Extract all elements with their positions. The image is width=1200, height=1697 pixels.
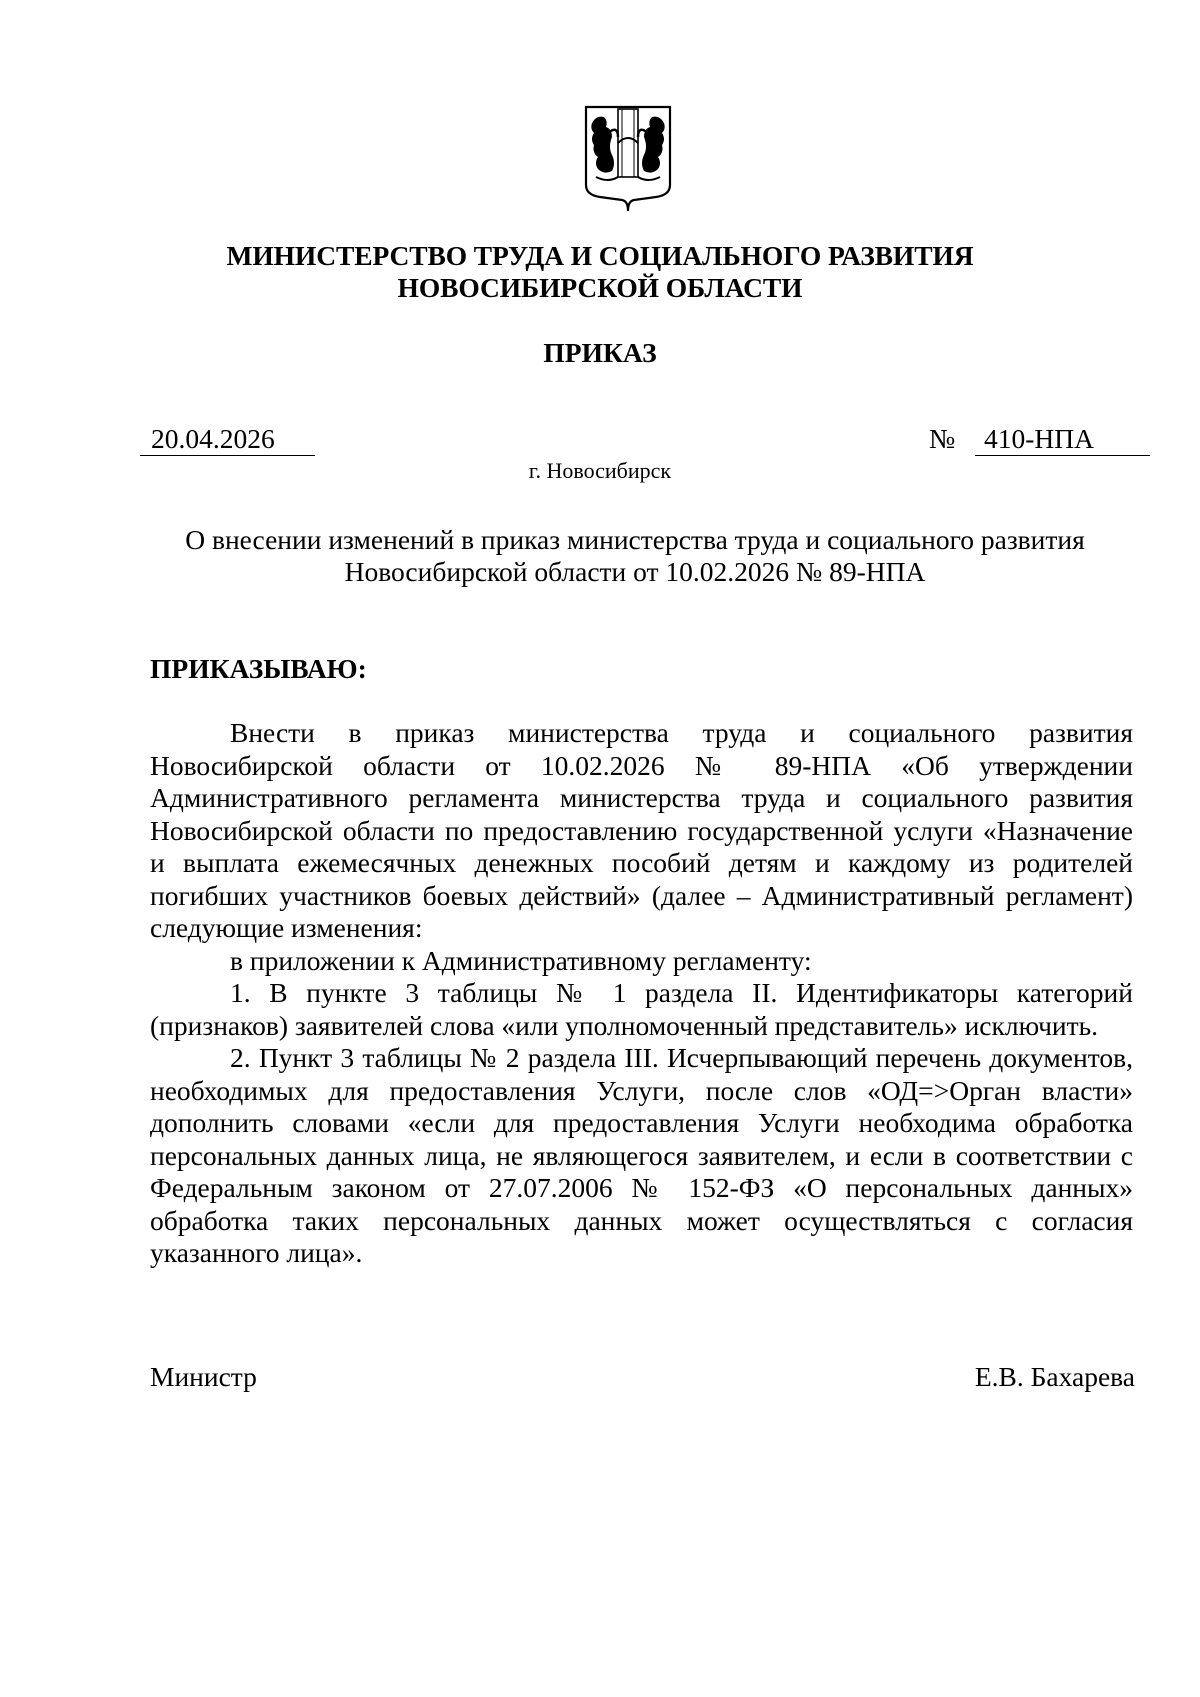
coat-of-arms-icon [578, 103, 678, 215]
body-paragraph-2: в приложении к Административному регламенту: [230, 944, 812, 976]
city: г. Новосибирск [528, 458, 672, 483]
subject-line-2: Новосибирской области от 10.02.2026 № 89-НПА [344, 556, 926, 587]
ministry-name-line-1: МИНИСТЕРСТВО ТРУДА И СОЦИАЛЬНОГО РАЗВИТИЯ [226, 240, 974, 271]
signatory-title: Министр [150, 1361, 257, 1392]
order-date: 20.04.2026 [140, 423, 315, 456]
ministry-name-line-2: НОВОСИБИРСКОЙ ОБЛАСТИ [397, 272, 803, 303]
order-word: ПРИКАЗЫВАЮ: [150, 653, 367, 684]
body-paragraph-1: Внести в приказ министерства труда и социального развития Новосибирской области от 10.02.2026 № 89-НПА «Об утверждении Административного регламента министерства труда и социального развития Новосибирской области по предоставлению государственной услуги «Назначение и выплата ежемесячных денежных пособий детям и каждому из родителей погибших участников боевых действий» (далее – Административный регламент) следующие изменения: [150, 717, 1133, 943]
body-paragraph-3: 1. В пункте 3 таблицы № 1 раздела II. Идентификаторы категорий (признаков) заявителей слова «или уполномоченный представитель» исключить. [150, 977, 1133, 1041]
order-subject [140, 524, 1130, 588]
subject-line-1: О внесении изменений в приказ министерства труда и социального развития [185, 524, 1085, 555]
signatory-name: Е.В. Бахарева [974, 1361, 1135, 1392]
document-type: ПРИКАЗ [543, 337, 657, 368]
body-paragraph-4: 2. Пункт 3 таблицы № 2 раздела III. Исчерпывающий перечень документов, необходимых для предоставления Услуги, после слов «ОД=>Орган власти» дополнить словами «если для предоставления Услуги необходима обработка персональных данных лица, не являющегося заявителем, и если в соответствии с Федеральным законом от 27.07.2006 № 152-ФЗ «О персональных данных» обработка таких персональных данных может осуществляться с согласия указанного лица». [150, 1042, 1133, 1268]
number-sign: № [929, 423, 956, 454]
order-number: 410-НПА [975, 423, 1150, 456]
order-body [150, 717, 1133, 1270]
